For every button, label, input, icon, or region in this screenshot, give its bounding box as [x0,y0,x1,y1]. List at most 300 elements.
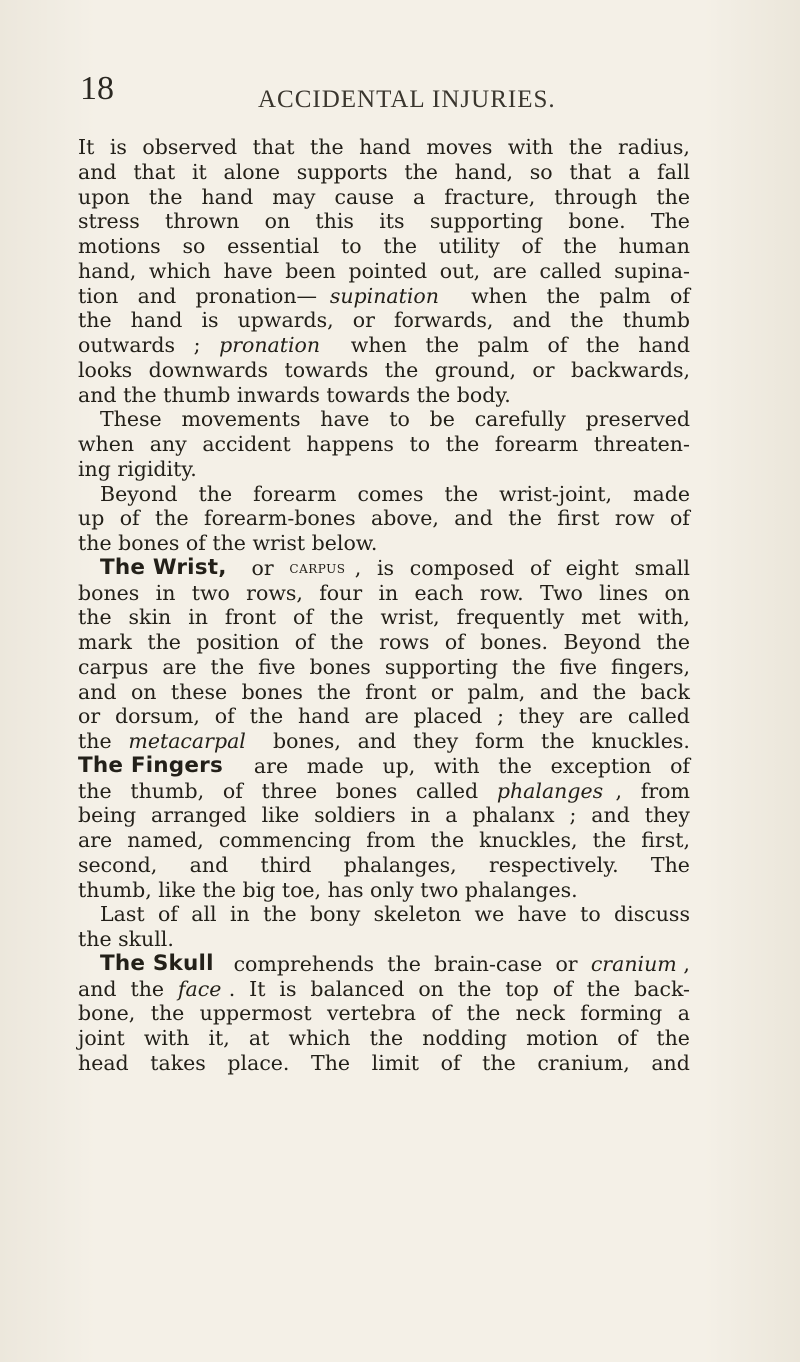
text-run: rows [379,630,436,654]
text-run: bones [309,654,378,679]
text-run: supina- [614,258,690,283]
text-run: skeleton [373,902,468,927]
text-run: have [517,902,574,927]
section-heading: The Fingers [78,752,223,778]
text-run: the [656,630,690,654]
text-line [78,1001,690,1026]
text-run: of [547,333,574,357]
text-run: first, [641,828,690,852]
text-run: and [137,283,183,308]
text-line [78,927,690,952]
text-run: called [416,778,485,803]
text-run: commencing [218,828,358,852]
text-run: to [580,902,608,927]
page-header [80,72,700,112]
text-run: with [434,753,487,778]
text-line [78,160,690,185]
text-run: the [586,976,627,1001]
text-line [78,531,690,556]
text-run: downwards [148,357,275,382]
text-line [78,284,690,309]
text-run: of [670,753,690,778]
italic-term: metacarpal [128,729,246,753]
section-heading: The Wrist, [100,554,227,580]
text-run: supporting [429,209,550,234]
text-run: it [191,159,214,184]
text-line [78,457,690,482]
text-run: or [532,357,562,382]
text-run: thumb [622,308,690,333]
text-run: of [431,1001,458,1026]
text-run: top [505,976,546,1001]
text-run: above, [370,506,446,531]
text-run: is [279,976,303,1001]
text-run: bones, [273,729,348,753]
text-line [78,432,690,457]
text-run: in [410,803,437,828]
text-line [78,878,690,903]
text-run: utility [438,234,507,258]
text-run: called [627,704,690,729]
text-run: the [568,135,609,159]
text-run: preserved [585,407,690,432]
text-run: forming [580,1001,669,1026]
text-run: , [354,555,368,580]
text-run: skin [128,605,178,630]
text-run: the [430,828,471,852]
text-run: of [444,630,472,654]
text-run: the [148,184,189,209]
text-run: mark [78,630,139,654]
text-run: of [294,630,322,654]
text-run: second, [78,852,164,877]
text-run: forwards, [393,308,500,333]
text-run: ; [569,803,583,828]
text-run: third [260,852,318,877]
text-run: are [253,753,295,778]
italic-term: face [177,976,222,1001]
text-run: row [614,506,662,531]
text-run: the [263,902,304,927]
text-run: the [198,481,239,506]
text-run: the [541,729,582,753]
text-run: neck [515,1001,572,1026]
text-line [78,556,690,581]
text-run: five [559,654,604,679]
text-run: to [341,234,369,258]
text-run: up [78,506,111,531]
text-run: thumb, [130,778,211,803]
text-run: a [677,1001,690,1026]
italic-term: cranium [590,951,677,976]
text-run: or [251,555,281,580]
text-run: of [293,605,320,630]
italic-term: phalanges [496,778,604,803]
text-run: of [119,506,147,531]
text-run: its [379,209,412,234]
text-run: the [592,828,633,852]
text-run: the [508,506,549,531]
text-run: supports [296,159,395,184]
text-run: and [357,729,403,753]
text-run: four [319,580,369,605]
text-line [78,803,690,828]
text-run: is [201,308,226,333]
text-run: discuss [614,902,690,927]
text-run: ; [193,333,208,357]
text-run: the [444,481,485,506]
text-run: up, [382,753,422,778]
text-run [452,284,459,309]
text-run: The [311,1050,357,1075]
text-run: be [429,407,462,432]
text-run: of [222,778,250,803]
text-run: on [264,209,297,234]
page-number: 18 [80,70,114,107]
text-run: on [418,976,451,1001]
text-run: bone. [568,209,633,234]
text-run: that [252,135,302,159]
text-run: ing rigidity. [78,456,197,481]
text-run: palm [477,333,536,357]
text-run: front [224,605,283,630]
text-run: essential [227,234,326,258]
text-run: called [539,258,609,283]
text-run: of [552,976,580,1001]
text-run: of [440,1050,468,1075]
text-line [78,952,690,977]
running-head: ACCIDENTAL INJURIES. [258,86,556,113]
text-run: palm, [467,679,532,704]
text-run: the [317,679,358,704]
text-run: balanced [310,976,411,1001]
text-line [78,704,690,729]
section-heading: The Skull [100,950,214,976]
text-run: in [378,580,405,605]
text-line [78,135,690,160]
text-run: front [365,679,423,704]
text-run [236,556,243,581]
text-run: when [471,283,534,308]
text-run: accident [202,432,298,456]
text-run: all [191,902,224,927]
text-run: vertebra [326,1001,423,1026]
text-run: the [210,654,251,679]
text-run: and [78,679,124,704]
text-run: soldiers [314,803,403,828]
text-run: when [350,333,414,357]
text-line [78,383,690,408]
text-run: supporting [384,654,505,679]
text-run: composed [409,555,521,580]
text-run: cause [334,184,401,209]
text-run: are [492,258,534,283]
text-run: bones [335,778,404,803]
text-line [78,605,690,630]
text-run: carefully [474,407,573,432]
text-run: in [229,902,257,927]
text-run: back- [634,976,690,1001]
text-run: phalanges, [343,852,464,877]
text-run: moves [426,135,499,159]
text-run: the [383,234,424,258]
text-run: the [404,159,445,184]
text-run: the [369,1026,410,1050]
text-run: of [529,555,557,580]
text-run: pronation— [195,283,318,308]
text-run: and [651,1050,690,1075]
text-run: have [320,407,376,432]
small-caps-term: carpus [289,557,346,577]
text-run: the [330,630,371,654]
text-run: the [546,283,587,308]
text-run: It [78,135,101,159]
text-run: on [664,580,690,605]
text-run: happens [306,432,401,456]
text-run: comes [357,481,430,506]
text-run: hand [298,704,357,729]
text-line [78,1026,690,1051]
text-run: when [78,432,141,456]
text-run: human [618,234,690,258]
text-run [256,729,263,754]
text-run: hand [130,308,189,333]
text-run: so [529,159,560,184]
text-run: the [78,605,119,630]
text-run: exception [550,753,658,778]
text-run: , [683,951,690,976]
text-run: Beyond [100,481,184,506]
text-run: These [100,407,169,432]
text-run: arranged [151,803,254,828]
text-run: Last [100,902,152,927]
text-run: each [414,580,471,605]
text-run: outwards [78,333,182,357]
text-run: the [425,333,466,357]
text-run: the [445,432,486,456]
text-run: a [445,803,465,828]
text-run: we [474,902,511,927]
text-run: phalanx [472,803,562,828]
text-run: limit [371,1050,426,1075]
text-run: hand, [78,258,143,283]
text-run: forearm [494,432,585,456]
text-line [78,902,690,927]
text-run: they [413,729,465,753]
text-line [78,308,690,333]
text-run: radius, [617,135,690,159]
text-run: the [498,753,539,778]
text-run: and [78,976,124,1001]
text-run: the [586,333,627,357]
text-run: named, [127,828,211,852]
text-run: the skull. [78,927,174,951]
text-run: are [162,654,204,679]
text-line [78,333,690,358]
text-run: , [615,778,629,803]
text-run: made [633,481,690,506]
text-run: of [669,506,690,531]
text-run: motions [78,234,168,258]
text-run: hand, [454,159,520,184]
text-run: back [640,679,690,704]
text-run: row. [479,580,531,605]
text-run: five [258,654,302,679]
text-run: carpus [78,654,155,679]
text-run: to [389,407,417,432]
text-run: rows, [246,580,310,605]
text-run: small [634,555,690,580]
text-line [78,234,690,259]
text-run: at [248,1026,276,1050]
text-line [78,185,690,210]
text-run: the [656,184,690,209]
text-run: observed [142,135,244,159]
text-run: which [288,1026,357,1050]
text-run: this [315,209,361,234]
text-run: first [557,506,606,531]
text-run: place. [227,1050,296,1075]
text-run: of [669,283,690,308]
text-line [78,680,690,705]
text-line [78,853,690,878]
text-line [78,729,690,754]
text-run: uppermost [199,1001,319,1026]
text-run: that [133,159,182,184]
text-run: to [409,432,437,456]
text-run: the [457,976,498,1001]
text-line [78,828,690,853]
text-run: the [310,135,351,159]
text-run: form [475,729,531,753]
text-run: the [150,1001,191,1026]
text-run: of [521,234,548,258]
text-run: eight [565,555,626,580]
text-run: the [656,1026,690,1050]
text-run: these [170,679,234,704]
text-line [78,581,690,606]
text-line [78,407,690,432]
text-run: is [376,555,401,580]
text-line [78,655,690,680]
text-run: upon [78,184,137,209]
text-run: the [78,729,119,753]
text-run: made [306,753,371,778]
text-run: the [563,234,604,258]
text-run: fracture, [444,184,542,209]
text-run: from [640,778,690,803]
text-run: so [182,234,212,258]
text-run: bone, [78,1001,142,1026]
text-run: the [512,654,553,679]
text-run: bones. [480,630,555,654]
text-run: the [78,778,119,803]
text-run: is [109,135,134,159]
text-run: been [285,258,343,283]
text-run: cranium, [537,1050,637,1075]
text-run: that [569,159,618,184]
text-run: like [261,803,306,828]
text-run: tion [78,283,125,308]
text-run: nodding [422,1026,514,1050]
text-run: and [189,852,235,877]
text-line [78,209,690,234]
text-run: upwards, [237,308,341,333]
text-run: knuckles. [591,729,690,753]
text-run: the [482,1050,523,1075]
text-run: of [214,704,242,729]
text-run: bones [78,580,146,605]
text-line [78,259,690,284]
text-line [78,1051,690,1076]
text-run: from [366,828,422,852]
text-run: out, [439,258,487,283]
text-run: The [650,209,690,234]
text-line [78,754,690,779]
text-run: the [78,308,119,333]
text-run: being [78,803,143,828]
text-run: ground, [434,357,523,382]
text-run: the [147,630,188,654]
text-run: alone [223,159,287,184]
text-run: the [466,1001,507,1026]
text-run: the [592,679,633,704]
text-run: or [78,704,107,729]
text-run: they [518,704,571,729]
text-run: Two [540,580,590,605]
text-run: joint [78,1026,132,1050]
text-run: stress [78,209,147,234]
text-run: are [78,828,119,852]
text-run: are [364,704,406,729]
text-run: backwards, [571,357,690,382]
text-run: hand [638,333,690,357]
text-line [78,630,690,655]
text-run: on [130,679,164,704]
text-run: and [454,506,500,531]
text-line [78,482,690,507]
text-run: in [155,580,182,605]
text-run: three [261,778,324,803]
text-run: bones [241,679,310,704]
text-run [332,333,339,358]
text-run: The [650,852,690,877]
text-run: knuckles, [479,828,585,852]
text-run: respectively. [488,852,626,877]
text-line [78,977,690,1002]
text-run: the [384,357,425,382]
text-run: and the thumb inwards towards the body. [78,382,511,407]
text-run: which [148,258,218,283]
text-run: with, [637,605,690,630]
text-run: wrist-joint, [499,481,619,506]
text-run: the [570,308,611,333]
text-run: have [223,258,280,283]
text-line [78,779,690,804]
text-line [78,506,690,531]
text-run: Beyond [563,630,648,654]
text-run: may [272,184,322,209]
italic-term: pronation [219,333,321,357]
text-line [78,358,690,383]
text-run: motion [526,1026,605,1050]
text-run [235,754,242,779]
text-run: or [430,679,460,704]
text-run: bony [310,902,367,927]
text-run: or [352,308,382,333]
text-run: looks [78,357,139,382]
text-run: are [578,704,620,729]
